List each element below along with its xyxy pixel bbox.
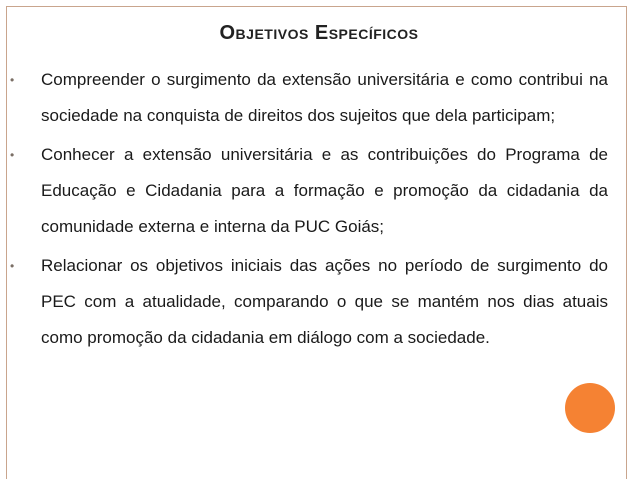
bullet-marker: • xyxy=(10,73,15,87)
bullet-text: Conhecer a extensão universitária e as contribuições do Programa de Educação e Cidadania para a formação e promoção da cidadania da comunidade externa e interna da PUC Goiás; xyxy=(41,145,608,236)
decorative-circle xyxy=(565,383,615,433)
list-item xyxy=(8,248,608,356)
bullet-list xyxy=(8,62,608,359)
list-item xyxy=(8,137,608,245)
slide-title: Objetivos Específicos xyxy=(219,22,419,44)
bullet-text: Relacionar os objetivos iniciais das ações no período de surgimento do PEC com a atualidade, comparando o que se mantém nos dias atuais como promoção da cidadania em diálogo com a sociedade. xyxy=(41,256,608,347)
list-item xyxy=(8,62,608,134)
bullet-marker: • xyxy=(10,259,15,273)
bullet-text: Compreender o surgimento da extensão universitária e como contribui na sociedade na conquista de direitos dos sujeitos que dela participam; xyxy=(41,70,608,125)
bullet-marker: • xyxy=(10,148,15,162)
